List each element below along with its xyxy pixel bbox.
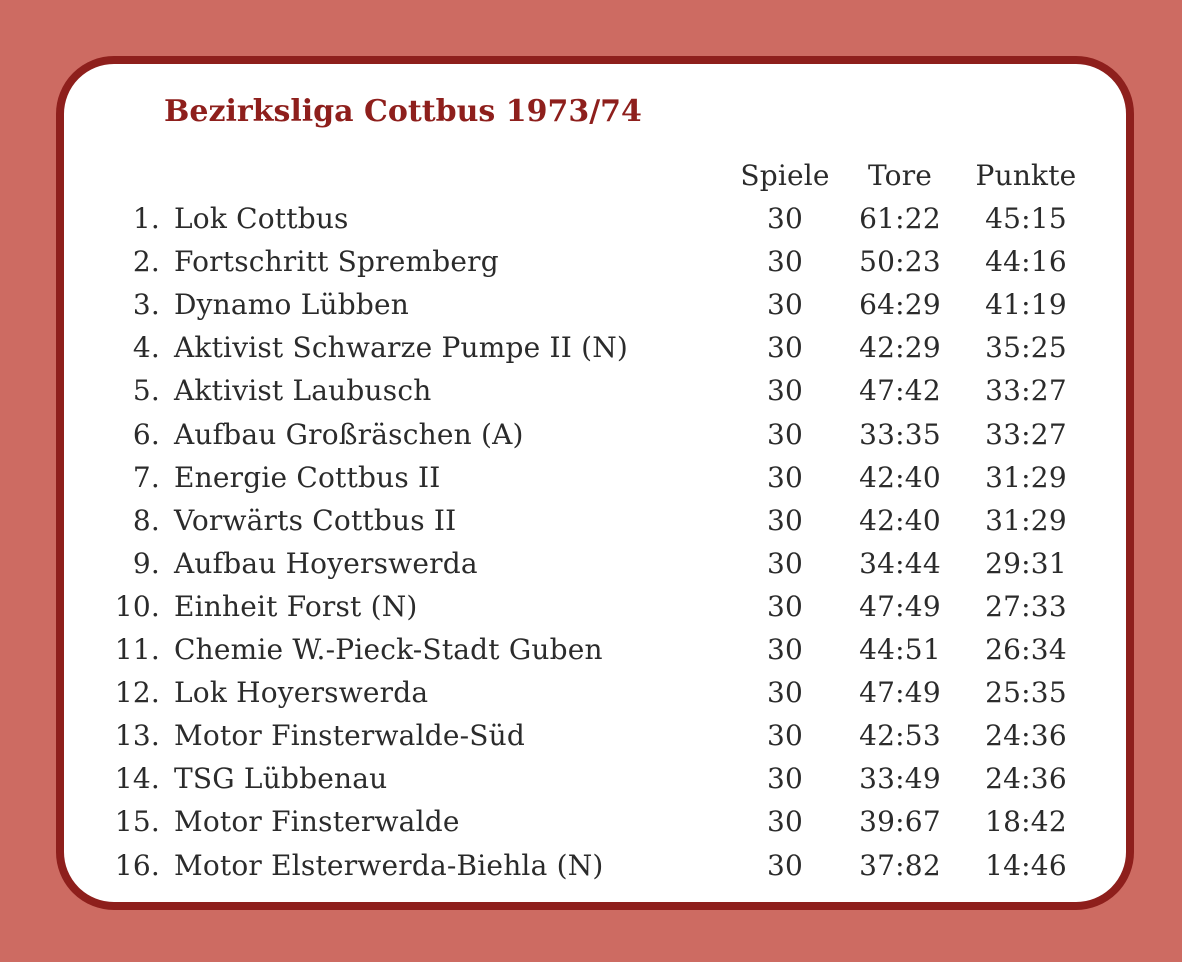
row-punkte: 41:19 <box>985 288 1067 322</box>
row-tore: 47:42 <box>859 374 941 408</box>
row-tore: 42:40 <box>859 503 941 537</box>
row-tore: 39:67 <box>859 805 941 839</box>
row-punkte: 27:33 <box>985 589 1067 623</box>
row-tore: 42:53 <box>859 719 941 753</box>
row-spiele: 30 <box>766 202 804 236</box>
header-tore: Tore <box>867 159 933 192</box>
row-punkte: 31:29 <box>985 503 1067 537</box>
row-rank: 5. <box>132 374 160 408</box>
row-spiele: 30 <box>766 374 804 408</box>
row-tore: 42:40 <box>859 460 941 494</box>
table-row <box>64 714 1126 757</box>
table-row <box>64 800 1126 843</box>
row-punkte: 45:15 <box>985 202 1067 236</box>
table-row <box>64 844 1126 887</box>
row-tore: 50:23 <box>859 245 941 279</box>
table-title: Bezirksliga Cottbus 1973/74 <box>164 94 642 129</box>
header-punkte: Punkte <box>975 159 1077 192</box>
row-tore: 37:82 <box>859 848 941 882</box>
table-row <box>64 283 1126 326</box>
row-team: Fortschritt Spremberg <box>174 245 499 279</box>
table-row <box>64 456 1126 499</box>
row-team: Lok Hoyerswerda <box>174 676 429 710</box>
row-tore: 64:29 <box>859 288 941 322</box>
row-team: Chemie W.-Pieck-Stadt Guben <box>174 633 603 667</box>
standings-table <box>64 154 1126 887</box>
row-spiele: 30 <box>766 503 804 537</box>
row-rank: 7. <box>132 460 160 494</box>
table-row <box>64 326 1126 369</box>
table-row <box>64 628 1126 671</box>
row-rank: 2. <box>132 245 160 279</box>
table-body <box>64 197 1126 887</box>
row-punkte: 31:29 <box>985 460 1067 494</box>
row-spiele: 30 <box>766 245 804 279</box>
row-team: Motor Finsterwalde-Süd <box>174 719 526 753</box>
row-team: Motor Finsterwalde <box>174 805 460 839</box>
row-spiele: 30 <box>766 460 804 494</box>
row-rank: 10. <box>114 589 160 623</box>
row-spiele: 30 <box>766 719 804 753</box>
table-row <box>64 757 1126 800</box>
row-spiele: 30 <box>766 633 804 667</box>
row-team: Aktivist Schwarze Pumpe II (N) <box>174 331 629 365</box>
row-punkte: 44:16 <box>985 245 1067 279</box>
header-spiele: Spiele <box>740 159 830 192</box>
row-spiele: 30 <box>766 762 804 796</box>
table-row <box>64 499 1126 542</box>
row-team: Lok Cottbus <box>174 202 349 236</box>
row-rank: 8. <box>132 503 160 537</box>
row-punkte: 24:36 <box>985 719 1067 753</box>
row-team: Aufbau Großräschen (A) <box>174 417 524 451</box>
row-punkte: 18:42 <box>985 805 1067 839</box>
row-rank: 9. <box>132 546 160 580</box>
row-rank: 14. <box>114 762 160 796</box>
table-row <box>64 671 1126 714</box>
row-team: Motor Elsterwerda-Biehla (N) <box>174 848 604 882</box>
row-rank: 12. <box>114 676 160 710</box>
row-rank: 16. <box>114 848 160 882</box>
table-row <box>64 197 1126 240</box>
row-team: Aufbau Hoyerswerda <box>174 546 478 580</box>
row-tore: 47:49 <box>859 589 941 623</box>
row-rank: 6. <box>132 417 160 451</box>
row-rank: 11. <box>114 633 160 667</box>
row-spiele: 30 <box>766 848 804 882</box>
table-row <box>64 240 1126 283</box>
row-spiele: 30 <box>766 546 804 580</box>
table-row <box>64 585 1126 628</box>
row-punkte: 33:27 <box>985 417 1067 451</box>
row-tore: 33:35 <box>859 417 941 451</box>
row-tore: 61:22 <box>859 202 941 236</box>
row-rank: 13. <box>114 719 160 753</box>
row-team: Aktivist Laubusch <box>174 374 432 408</box>
row-tore: 42:29 <box>859 331 941 365</box>
row-tore: 34:44 <box>859 546 941 580</box>
row-spiele: 30 <box>766 417 804 451</box>
row-spiele: 30 <box>766 676 804 710</box>
row-team: Energie Cottbus II <box>174 460 441 494</box>
row-spiele: 30 <box>766 288 804 322</box>
table-row <box>64 413 1126 456</box>
row-spiele: 30 <box>766 331 804 365</box>
row-spiele: 30 <box>766 805 804 839</box>
table-row <box>64 369 1126 412</box>
row-rank: 1. <box>132 202 160 236</box>
row-punkte: 26:34 <box>985 633 1067 667</box>
row-punkte: 24:36 <box>985 762 1067 796</box>
row-punkte: 25:35 <box>985 676 1067 710</box>
row-team: Einheit Forst (N) <box>174 589 418 623</box>
row-rank: 4. <box>132 331 160 365</box>
row-punkte: 29:31 <box>985 546 1067 580</box>
row-spiele: 30 <box>766 589 804 623</box>
league-table-card <box>56 56 1134 910</box>
row-punkte: 33:27 <box>985 374 1067 408</box>
row-rank: 15. <box>114 805 160 839</box>
row-rank: 3. <box>132 288 160 322</box>
row-tore: 44:51 <box>859 633 941 667</box>
table-header-row <box>64 154 1126 197</box>
row-team: Dynamo Lübben <box>174 288 409 322</box>
row-team: TSG Lübbenau <box>174 762 388 796</box>
row-tore: 47:49 <box>859 676 941 710</box>
table-row <box>64 542 1126 585</box>
row-team: Vorwärts Cottbus II <box>174 503 457 537</box>
row-tore: 33:49 <box>859 762 941 796</box>
row-punkte: 35:25 <box>985 331 1067 365</box>
row-punkte: 14:46 <box>985 848 1067 882</box>
